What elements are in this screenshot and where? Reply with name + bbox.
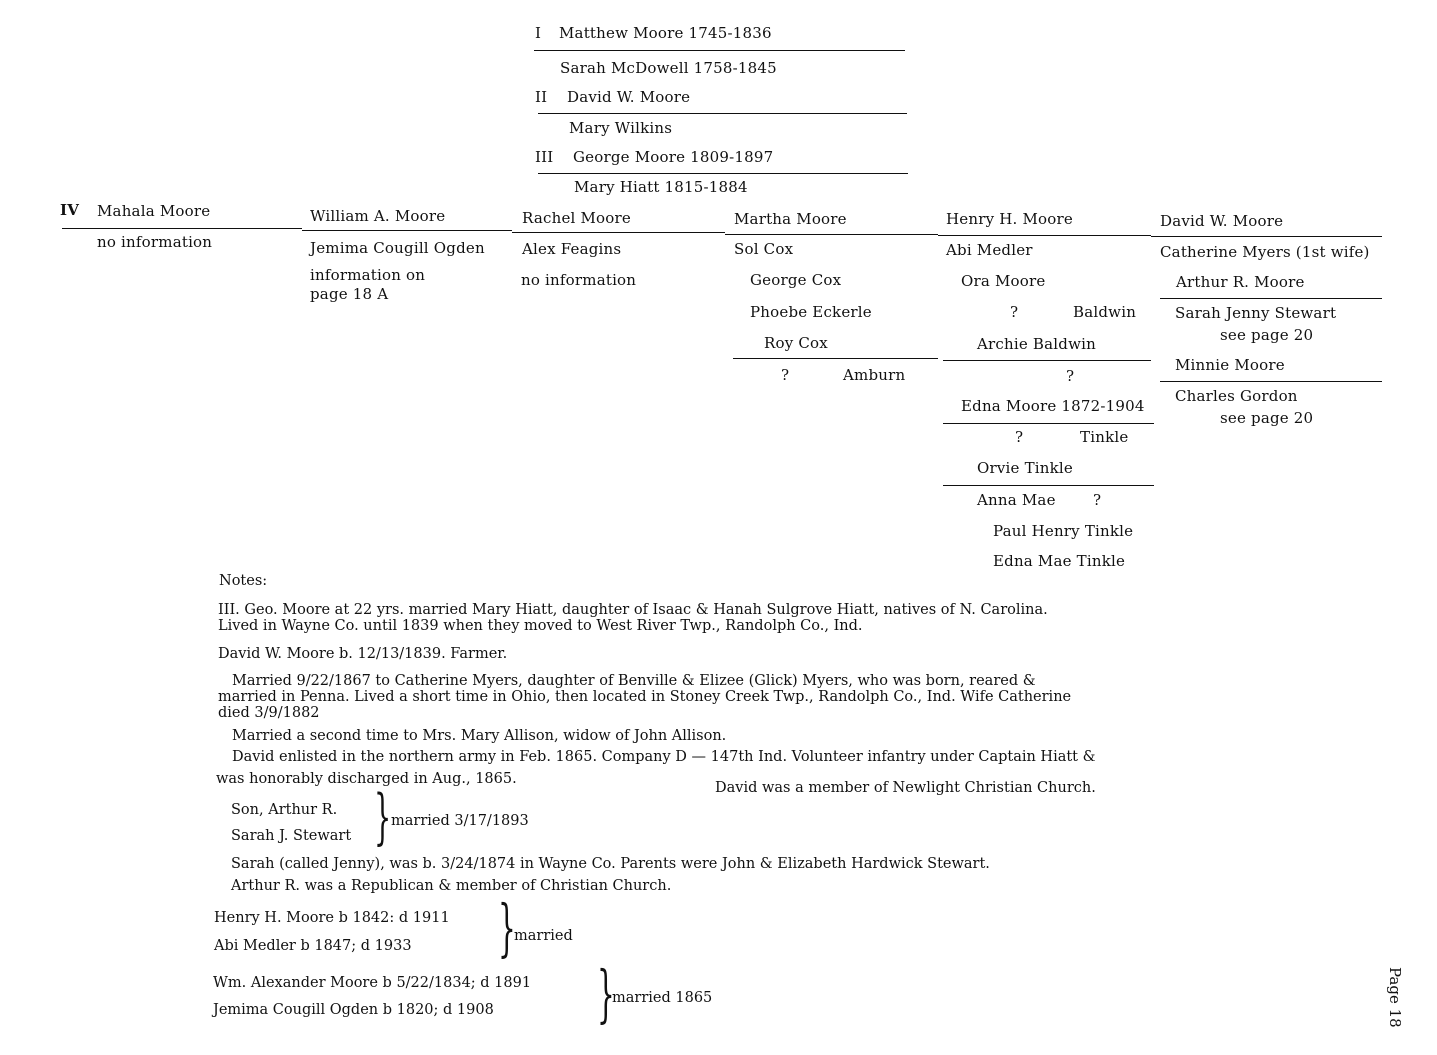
- roy-divider: [733, 358, 938, 359]
- note-p3-line2: married in Penna. Lived a short time in Ohio, then located in Stoney Creek Twp., Randolph Co., Ind. Wife Catherine: [218, 689, 1072, 705]
- note-p2: David W. Moore b. 12/13/1839. Farmer.: [218, 646, 508, 662]
- roy-spouse: Amburn: [843, 366, 906, 384]
- edna-spouse-question: ?: [1015, 428, 1024, 446]
- orvie-child-edna-mae: Edna Mae Tinkle: [993, 552, 1126, 570]
- gen4-label: IV: [60, 201, 80, 219]
- child-martha-name: Martha Moore: [734, 210, 847, 228]
- arthur-divider: [1160, 298, 1382, 299]
- marriage1-husband: Son, Arthur R.: [231, 802, 338, 818]
- marriage3-wife: Jemima Cougill Ogden b 1820; d 1908: [213, 1002, 494, 1018]
- notes-heading: Notes:: [219, 573, 268, 589]
- marriage2-label: married: [514, 928, 573, 944]
- gen2-spouse: Mary Wilkins: [569, 119, 673, 137]
- child-henry-divider: [938, 235, 1151, 236]
- ora-spouse: Baldwin: [1073, 303, 1137, 321]
- child-david-spouse: Catherine Myers (1st wife): [1160, 243, 1370, 261]
- note-p6-line1: Sarah (called Jenny), was b. 3/24/1874 in Wayne Co. Parents were John & Elizabeth Hardwick Stewart.: [231, 856, 990, 872]
- gen2-label: II: [535, 88, 548, 106]
- gen1-label: I: [535, 24, 542, 42]
- note-p5-line2: was honorably discharged in Aug., 1865.: [216, 771, 517, 787]
- ora-spouse-question: ?: [1010, 303, 1019, 321]
- henry-child-ora: Ora Moore: [961, 272, 1046, 290]
- marriage1-brace: }: [374, 782, 392, 852]
- marriage1-wife: Sarah J. Stewart: [231, 828, 352, 844]
- child-henry-spouse: Abi Medler: [946, 241, 1033, 259]
- gen1-spouse: Sarah McDowell 1758-1845: [560, 59, 777, 77]
- gen2-divider: [538, 113, 907, 114]
- note-p5-line2b: David was a member of Newlight Christian Church.: [715, 780, 1096, 796]
- minnie-spouse: Charles Gordon: [1175, 387, 1298, 405]
- martha-child-phoebe: Phoebe Eckerle: [750, 303, 872, 321]
- note-p6-line2: Arthur R. was a Republican & member of Christian Church.: [231, 878, 672, 894]
- gen3-name: George Moore 1809-1897: [573, 148, 774, 166]
- david-child-arthur: Arthur R. Moore: [1176, 273, 1305, 291]
- note-p5-line1: David enlisted in the northern army in Feb. 1865. Company D — 147th Ind. Volunteer infantry under Captain Hiatt &: [232, 749, 1096, 765]
- gen1-divider: [534, 50, 905, 51]
- child-rachel-spouse: Alex Feagins: [522, 240, 622, 258]
- child-william-spouse: Jemima Cougill Ogden: [310, 239, 485, 257]
- gen3-spouse: Mary Hiatt 1815-1884: [574, 178, 748, 196]
- note-p3-line3: died 3/9/1882: [218, 705, 320, 721]
- marriage2-brace: }: [498, 891, 516, 964]
- martha-child-roy: Roy Cox: [764, 334, 828, 352]
- child-david-name: David W. Moore: [1160, 212, 1284, 230]
- child-rachel-divider: [512, 232, 725, 233]
- child-mahala-name: Mahala Moore: [97, 202, 211, 220]
- child-william-name: William A. Moore: [310, 207, 446, 225]
- gen2-name: David W. Moore: [567, 88, 691, 106]
- note-p1-line2: Lived in Wayne Co. until 1839 when they moved to West River Twp., Randolph Co., Ind.: [218, 618, 863, 634]
- marriage3-label: married 1865: [612, 990, 713, 1006]
- ora-child-archie: Archie Baldwin: [977, 335, 1096, 353]
- gen3-label: III: [535, 148, 554, 166]
- minnie-divider: [1160, 381, 1382, 382]
- gen1-name: Matthew Moore 1745-1836: [559, 24, 772, 42]
- arthur-see-page: see page 20: [1220, 326, 1314, 344]
- page-number: Page 18: [1386, 967, 1404, 1028]
- henry-child-edna: Edna Moore 1872-1904: [961, 397, 1145, 415]
- child-martha-spouse: Sol Cox: [734, 240, 794, 258]
- archie-spouse-question: ?: [1066, 367, 1075, 385]
- edna-child-orvie: Orvie Tinkle: [977, 459, 1074, 477]
- marriage3-husband: Wm. Alexander Moore b 5/22/1834; d 1891: [213, 975, 532, 991]
- archie-divider: [943, 360, 1151, 361]
- child-henry-name: Henry H. Moore: [946, 210, 1073, 228]
- note-p4: Married a second time to Mrs. Mary Allison, widow of John Allison.: [232, 728, 727, 744]
- orvie-divider: [943, 485, 1154, 486]
- edna-spouse: Tinkle: [1080, 428, 1129, 446]
- child-william-info-2: page 18 A: [310, 285, 389, 303]
- minnie-see-page: see page 20: [1220, 409, 1314, 427]
- martha-child-george: George Cox: [750, 271, 842, 289]
- child-mahala-divider: [62, 228, 302, 229]
- child-martha-divider: [725, 234, 938, 235]
- marriage3-brace: }: [597, 957, 615, 1030]
- orvie-spouse-question: ?: [1093, 491, 1102, 509]
- orvie-child-paul: Paul Henry Tinkle: [993, 522, 1134, 540]
- marriage1-label: married 3/17/1893: [391, 813, 529, 829]
- david-child-minnie: Minnie Moore: [1175, 356, 1285, 374]
- gen3-divider: [538, 173, 908, 174]
- roy-spouse-question: ?: [781, 366, 790, 384]
- edna-divider: [943, 423, 1154, 424]
- child-rachel-info: no information: [521, 271, 637, 289]
- orvie-spouse: Anna Mae: [977, 491, 1056, 509]
- child-william-info-1: information on: [310, 266, 426, 284]
- child-david-divider: [1151, 236, 1382, 237]
- arthur-spouse: Sarah Jenny Stewart: [1175, 304, 1337, 322]
- marriage2-wife: Abi Medler b 1847; d 1933: [214, 938, 412, 954]
- child-william-divider: [302, 230, 512, 231]
- child-mahala-spouse: no information: [97, 233, 213, 251]
- note-p1-line1: III. Geo. Moore at 22 yrs. married Mary Hiatt, daughter of Isaac & Hanah Sulgrove Hiatt, natives of N. Carolina.: [218, 602, 1048, 618]
- note-p3-line1: Married 9/22/1867 to Catherine Myers, daughter of Benville & Elizee (Glick) Myers, who was born, reared &: [232, 673, 1036, 689]
- child-rachel-name: Rachel Moore: [522, 209, 631, 227]
- marriage2-husband: Henry H. Moore b 1842: d 1911: [214, 910, 450, 926]
